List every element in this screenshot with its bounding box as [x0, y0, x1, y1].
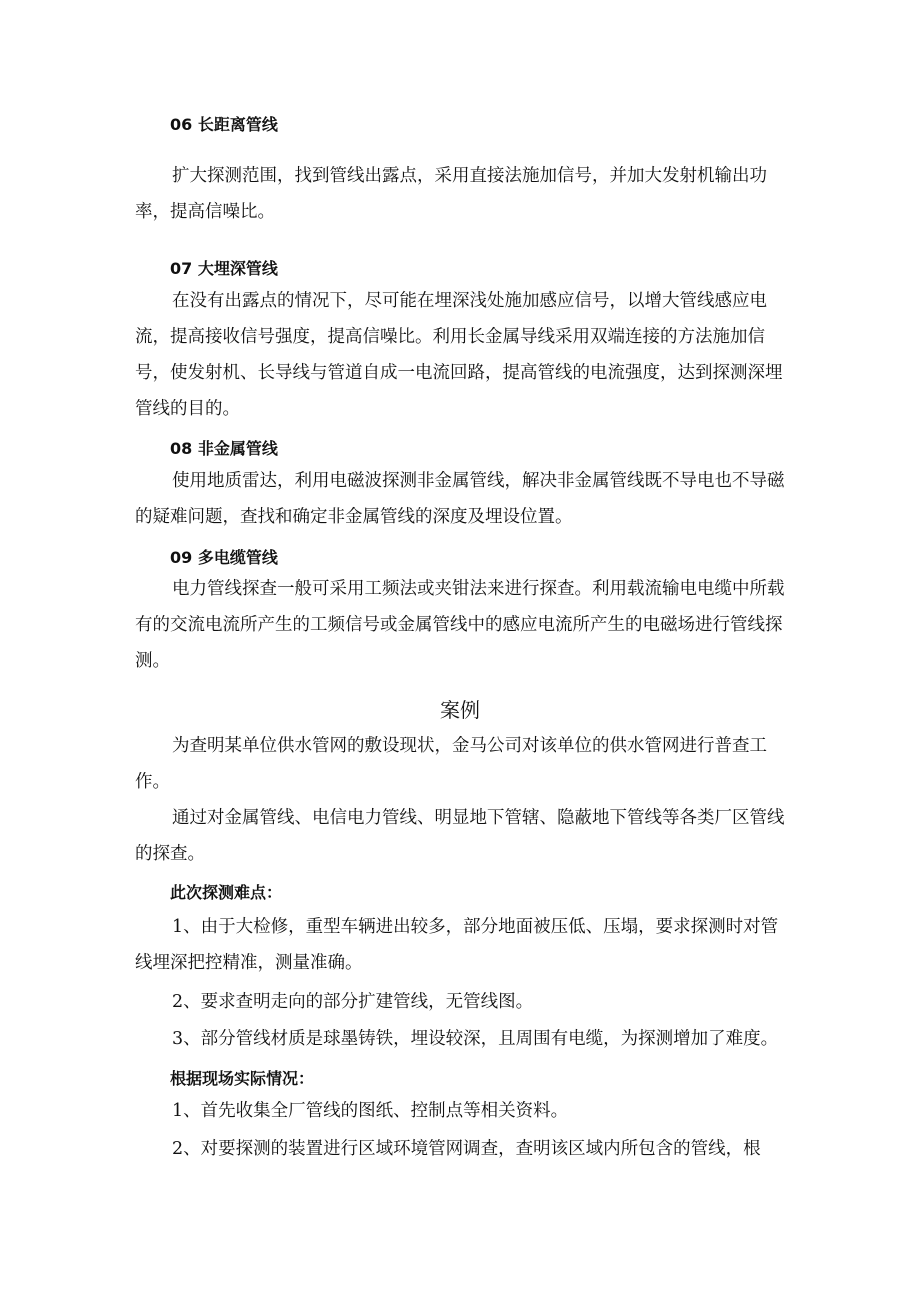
paragraph-09: 电力管线探查一般可采用工频法或夹钳法来进行探查。利用载流输电电缆中所载有的交流电流所产生的工频信号或金属管线中的感应电流所产生的电磁场进行管线探测。: [135, 579, 785, 671]
paragraph-06: 扩大探测范围，找到管线出露点，采用直接法施加信号，并加大发射机输出功率，提高信噪比。: [135, 166, 767, 222]
situation-heading: 根据现场实际情况：: [170, 1069, 315, 1088]
difficulty-item-1: 1、由于大检修，重型车辆进出较多，部分地面被压低、压塌，要求探测时对管线埋深把控精准，测量准确。: [135, 917, 779, 973]
heading-07: 07 大埋深管线: [170, 259, 278, 278]
case-title: 案例: [440, 698, 480, 722]
case-paragraph-1: 为查明某单位供水管网的敷设现状，金马公司对该单位的供水管网进行普查工作。: [135, 736, 767, 792]
heading-08: 08 非金属管线: [170, 439, 278, 458]
heading-06: 06 长距离管线: [170, 115, 278, 134]
step-item-2: 2、对要探测的装置进行区域环境管网调查，查明该区域内所包含的管线，根: [172, 1139, 761, 1159]
case-paragraph-2: 通过对金属管线、电信电力管线、明显地下管辖、隐蔽地下管线等各类厂区管线的探查。: [135, 808, 785, 864]
paragraph-08: 使用地质雷达，利用电磁波探测非金属管线，解决非金属管线既不导电也不导磁的疑难问题，查找和确定非金属管线的深度及埋设位置。: [135, 471, 785, 527]
difficulty-item-3: 3、部分管线材质是球墨铸铁，埋设较深，且周围有电缆，为探测增加了难度。: [172, 1029, 779, 1049]
step-item-1: 1、首先收集全厂管线的图纸、控制点等相关资料。: [172, 1101, 569, 1121]
heading-09: 09 多电缆管线: [170, 548, 278, 567]
paragraph-07: 在没有出露点的情况下，尽可能在埋深浅处施加感应信号，以增大管线感应电流，提高接收信号强度，提高信噪比。利用长金属导线采用双端连接的方法施加信号，使发射机、长导线与管道自成一电流回路，提高管线的电流强度，达到探测深埋管线的目的。: [135, 291, 783, 419]
difficulties-heading: 此次探测难点：: [170, 883, 283, 902]
difficulty-item-2: 2、要求查明走向的部分扩建管线，无管线图。: [172, 992, 534, 1012]
